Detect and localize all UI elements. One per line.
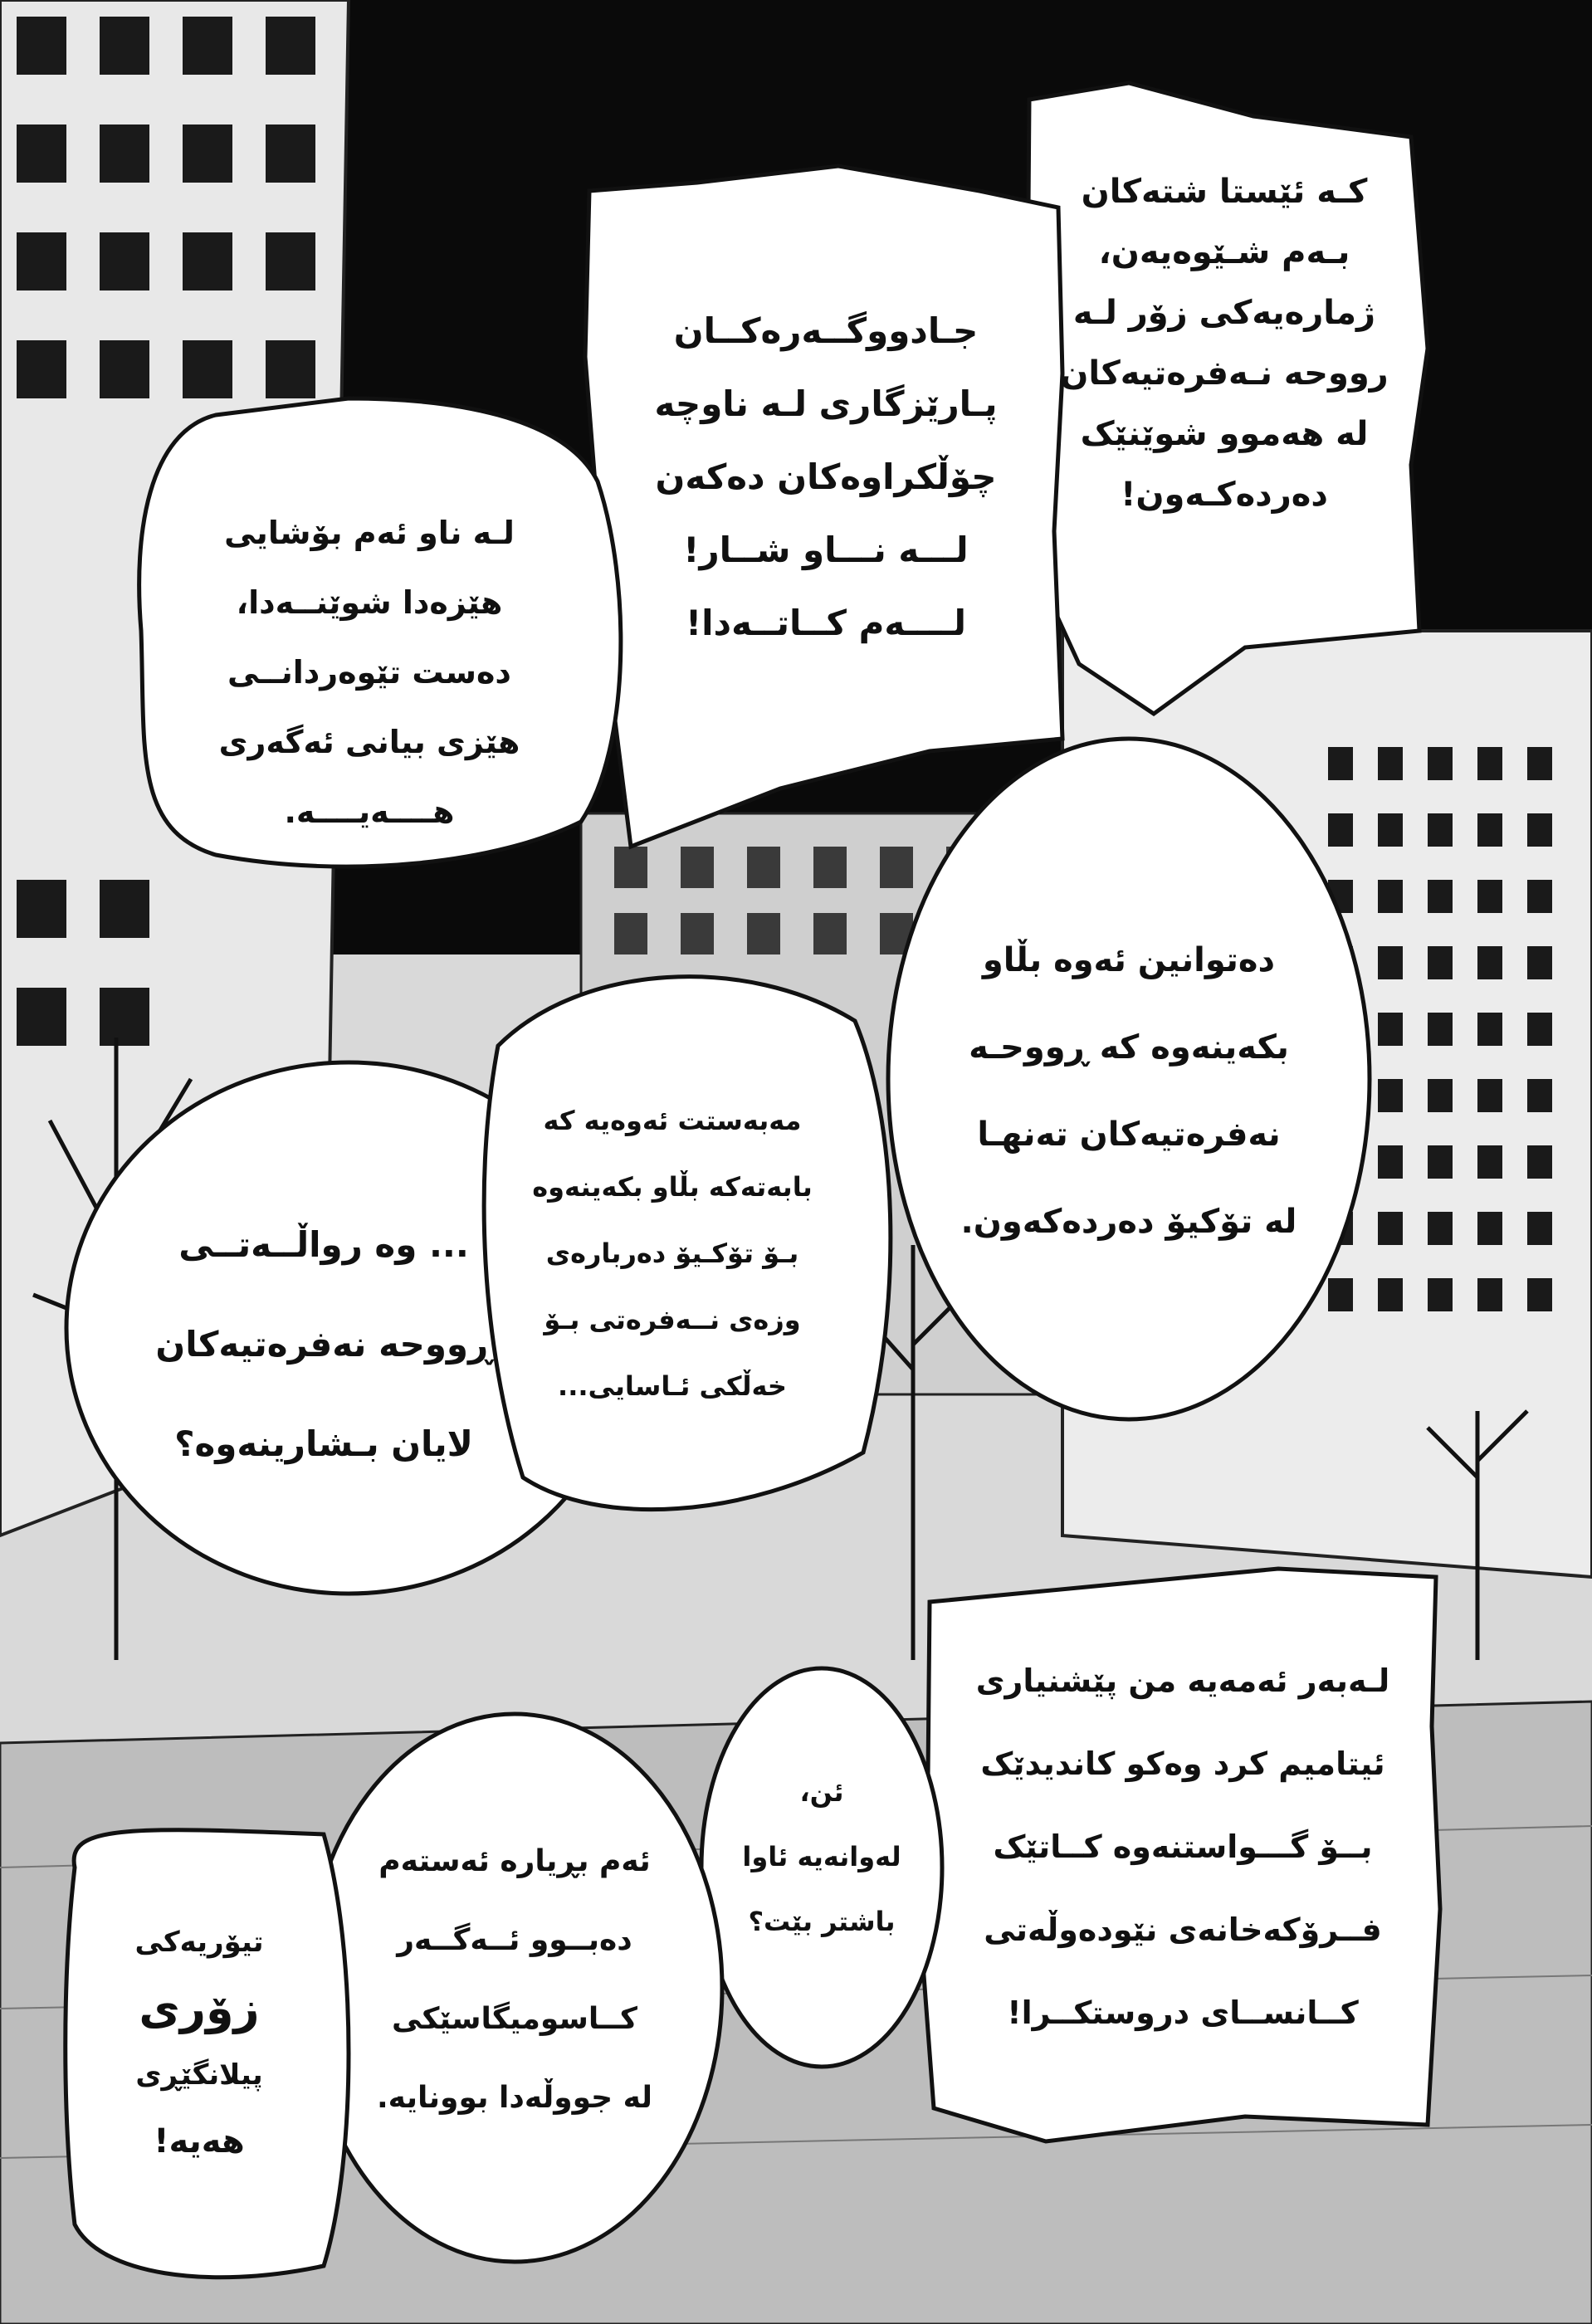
bubble-line: دەتوانین ئەوە بڵاو bbox=[982, 941, 1276, 979]
bubble-line: کــانســای دروستکــرا! bbox=[1007, 1994, 1359, 2031]
bubble-line: بـۆ تۆکـیۆ دەربارەی bbox=[545, 1238, 799, 1269]
bubble-line: پیلانگێڕی bbox=[135, 2058, 263, 2092]
bubble-line: چۆڵکراوەکان دەکەن bbox=[655, 456, 997, 497]
bubble-line: هێزی بیانی ئەگەری bbox=[218, 724, 520, 760]
bubble-line: کـە ئێستا شتەکان bbox=[1081, 173, 1368, 211]
bubble-middle-right-text bbox=[921, 917, 1336, 1266]
bubble-line: ڕووحە نەفرەتیەکان bbox=[155, 1324, 492, 1365]
bubble-line: دەبــوو ئــەگــەر bbox=[397, 1923, 632, 1957]
bubble-line: مەبەستت ئەوەیە کە bbox=[543, 1105, 802, 1136]
bubble-line: ... وە رواڵــەتــی bbox=[178, 1224, 469, 1265]
bubble-line: باشتر بێت؟ bbox=[748, 1906, 896, 1937]
bubble-line: وزەی نــەفرەتی بـۆ bbox=[544, 1304, 801, 1335]
bubble-line: هەیە! bbox=[154, 2122, 245, 2160]
bubble-line: هێزەدا شوێنــەدا، bbox=[236, 584, 503, 621]
bubble-line: فــرۆکەخانەی نێودەوڵەتی bbox=[984, 1911, 1382, 1948]
bubble-line: پـارێزگاری لـە ناوچە bbox=[654, 383, 998, 424]
bubble-line: هــــەیــــە. bbox=[284, 793, 455, 830]
bubble-line: لایان بـشارینەوە؟ bbox=[174, 1423, 473, 1464]
bubble-line: ئیتامیم کرد وەکو کاندیدێک bbox=[980, 1745, 1385, 1782]
bubble-line: لــــەم کــاتــەدا! bbox=[685, 603, 967, 643]
bubble-line: نەفرەتیەکان تەنهـا bbox=[977, 1116, 1281, 1154]
bubble-line: ئەم بڕیارە ئەستەم bbox=[378, 1844, 651, 1878]
bubble-line: بــۆ گـــواستنەوە کــاتێک bbox=[993, 1828, 1373, 1865]
bubble-middle-center-text bbox=[490, 1087, 855, 1419]
bubble-line: کــاسومیگاسێکی bbox=[392, 2002, 637, 2036]
bubble-line: دەردەکـەون! bbox=[1121, 476, 1328, 514]
bubble-line: بـەم شـێوەیەن، bbox=[1098, 233, 1350, 271]
bubble-line: خەڵکی ئـاسایی... bbox=[558, 1370, 787, 1402]
bubble-line: لەوانەیە ئاوا bbox=[742, 1841, 901, 1872]
bubble-line: بابەتەکە بڵاو بکەینەوە bbox=[532, 1171, 813, 1203]
bubble-top-left-text bbox=[174, 498, 564, 847]
bubble-line: ژمارەیەکی زۆر لـە bbox=[1072, 294, 1376, 332]
bubble-line: بکەینەوە کە ڕووحـە bbox=[969, 1028, 1289, 1067]
bubble-bottom-center-text bbox=[349, 1822, 681, 2137]
bubble-line: لـەبەر ئەمەیە من پێشنیاری bbox=[975, 1662, 1390, 1699]
bubble-line: تیۆریەکی bbox=[134, 1926, 264, 1959]
bubble-top-right-text bbox=[1033, 162, 1415, 525]
bubble-line: ئن، bbox=[799, 1776, 844, 1808]
bubble-line: جـادووگــەرەکــان bbox=[673, 310, 979, 351]
bubble-line: لـە ناو ئەم بۆشایی bbox=[224, 515, 515, 551]
bubble-middle-left-text bbox=[108, 1195, 540, 1494]
bubble-line: لە تۆکیۆ دەردەکەون. bbox=[960, 1203, 1297, 1241]
bubble-bottom-small-text bbox=[722, 1760, 921, 1954]
bubble-line: دەست تێوەردانــی bbox=[227, 654, 511, 691]
bubble-top-center-text bbox=[618, 295, 1033, 660]
bubble-line-emphasis: زۆری bbox=[139, 1982, 260, 2034]
bubble-line: لە جووڵەدا بوونایە. bbox=[377, 2081, 652, 2115]
bubble-bottom-left-text bbox=[79, 1909, 320, 2175]
bubble-line: لـــە نـــاو شــار! bbox=[683, 530, 969, 570]
bubble-line: لە هەموو شوێنێک bbox=[1080, 415, 1369, 453]
bubble-bottom-right-text bbox=[938, 1639, 1428, 2054]
bubble-line: رووحە نـەفرەتیەکان bbox=[1060, 354, 1389, 393]
